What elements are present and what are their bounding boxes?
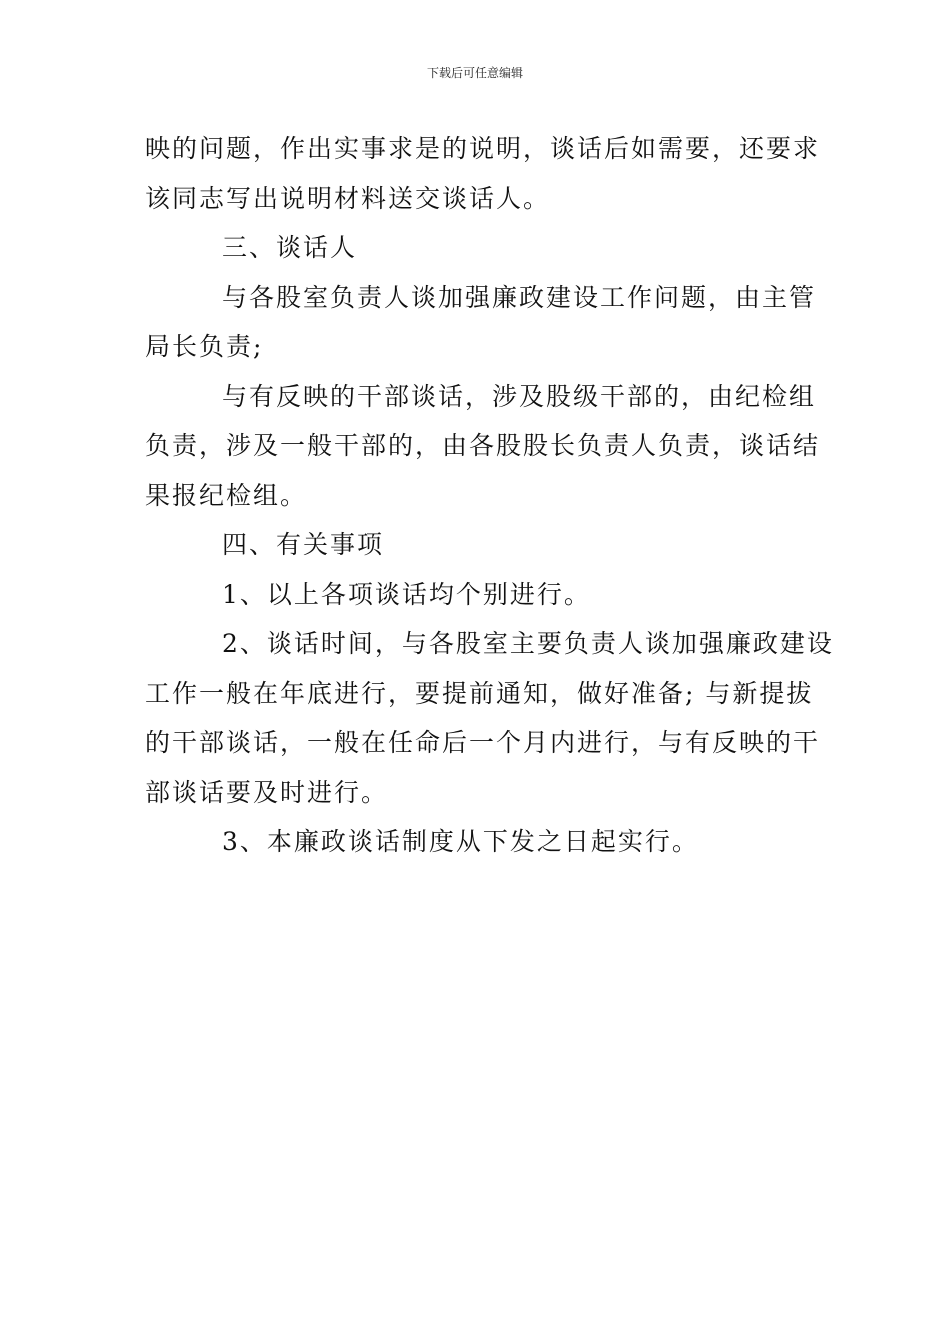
section-heading: 三、谈话人 — [222, 233, 358, 262]
page-header: 下载后可任意编辑 — [426, 66, 523, 80]
body-line: 工作一般在年底进行，要提前通知，做好准备; 与新提拔 — [145, 678, 814, 708]
list-item: 1、以上各项谈话均个别进行。 — [222, 579, 591, 609]
body-line: 映的问题，作出实事求是的说明，谈话后如需要，还要求 — [145, 134, 821, 163]
list-item: 2、谈话时间，与各股室主要负责人谈加强廉政建设 — [222, 629, 834, 658]
body-line: 的干部谈话，一般在任命后一个月内进行，与有反映的干 — [145, 728, 821, 757]
body-line: 部谈话要及时进行。 — [145, 777, 389, 807]
body-line: 该同志写出说明材料送交谈话人。 — [145, 183, 551, 213]
section-heading: 四、有关事项 — [222, 530, 385, 559]
body-line: 与各股室负责人谈加强廉政建设工作问题，由主管 — [222, 282, 817, 312]
body-line: 局长负责; — [145, 332, 264, 361]
body-line: 负责，涉及一般干部的，由各股股长负责人负责，谈话结 — [145, 431, 821, 460]
body-line: 与有反映的干部谈话，涉及股级干部的，由纪检组 — [222, 381, 817, 411]
document-body — [145, 124, 834, 867]
body-line: 果报纪检组。 — [145, 480, 308, 510]
list-item: 3、本廉政谈话制度从下发之日起实行。 — [222, 827, 699, 856]
